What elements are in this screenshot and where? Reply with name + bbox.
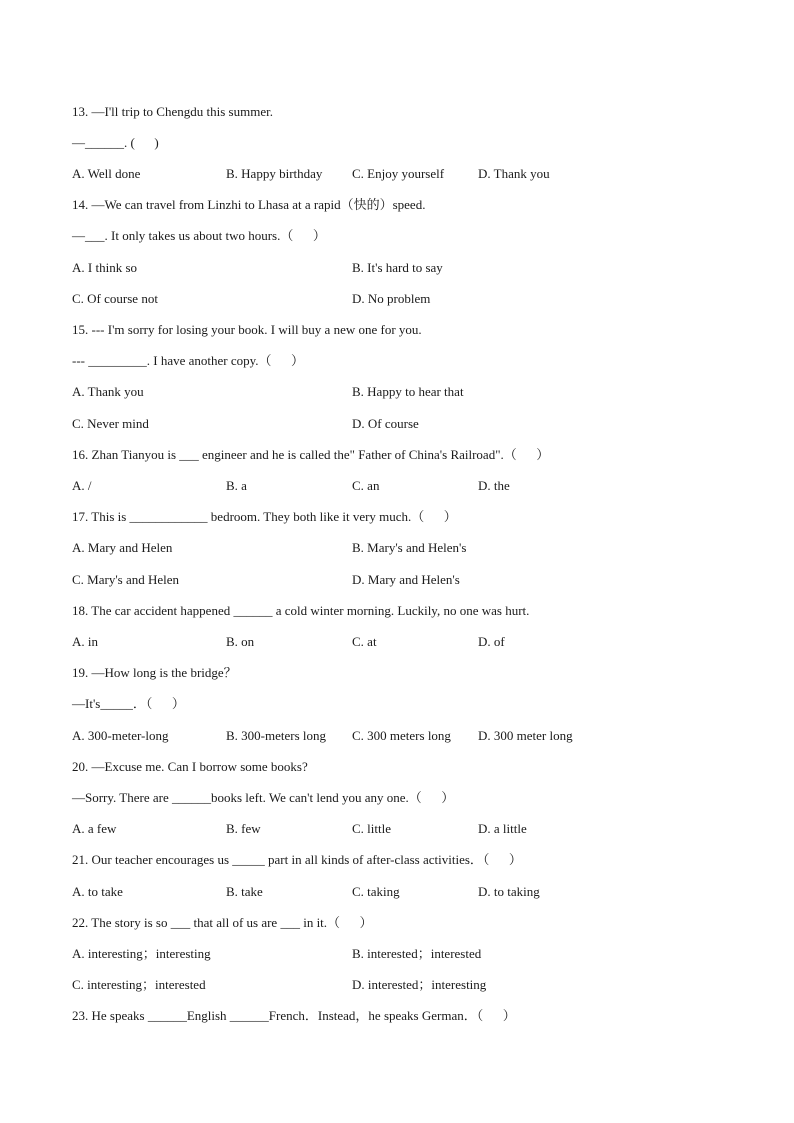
question-14-options-row-1 — [72, 260, 732, 276]
question-20-reply: —Sorry. There are ______books left. We can't lend you any one.（ ） — [72, 790, 455, 805]
question-22-stem: 22. The story is so ___ that all of us are ___ in it.（ ） — [72, 915, 373, 930]
question-17-stem: 17. This is ____________ bedroom. They both like it very much.（ ） — [72, 509, 457, 524]
option-a: A. Mary and Helen — [72, 540, 173, 555]
question-15-stem: 15. --- I'm sorry for losing your book. I will buy a new one for you. — [72, 322, 422, 337]
option-a: A. I think so — [72, 260, 137, 275]
option-c: C. Enjoy yourself — [352, 166, 445, 181]
option-b: B. a — [226, 478, 247, 493]
option-b: B. 300-meters long — [226, 728, 327, 743]
option-d: D. 300 meter long — [478, 728, 573, 743]
option-b: B. Mary's and Helen's — [352, 540, 467, 555]
question-16-stem: 16. Zhan Tianyou is ___ engineer and he is called the" Father of China's Railroad".（ ） — [72, 447, 550, 462]
question-19-options — [72, 728, 732, 744]
question-21-stem: 21. Our teacher encourages us _____ part in all kinds of after-class activities．（ ） — [72, 852, 522, 867]
option-d: D. of — [478, 634, 505, 649]
option-c: C. an — [352, 478, 380, 493]
question-14-stem: 14. —We can travel from Linzhi to Lhasa at a rapid（快的）speed. — [72, 197, 426, 212]
question-22-options-row-1 — [72, 946, 732, 962]
question-13-options — [72, 166, 732, 182]
question-21-options — [72, 884, 732, 900]
option-c: C. interesting；interested — [72, 977, 206, 992]
option-d: D. Thank you — [478, 166, 550, 181]
option-c: C. Mary's and Helen — [72, 572, 180, 587]
question-15-options-row-2 — [72, 416, 732, 432]
question-23-stem: 23. He speaks ______English ______French．Instead，he speaks German．（ ） — [72, 1008, 516, 1023]
question-19-stem: 19. —How long is the bridge？ — [72, 665, 237, 680]
option-a: A. in — [72, 634, 98, 649]
option-b: B. on — [226, 634, 255, 649]
option-b: B. take — [226, 884, 263, 899]
question-19-reply: —It's_____．（ ） — [72, 696, 185, 711]
option-d: D. interested；interesting — [352, 977, 487, 992]
option-d: D. Mary and Helen's — [352, 572, 460, 587]
option-b: B. few — [226, 821, 261, 836]
option-a: A. interesting；interesting — [72, 946, 211, 961]
option-a: A. to take — [72, 884, 123, 899]
question-17-options-row-1 — [72, 540, 732, 556]
question-13-stem: 13. —I'll trip to Chengdu this summer. — [72, 104, 273, 119]
question-15-options-row-1 — [72, 384, 732, 400]
option-c: C. Of course not — [72, 291, 158, 306]
option-d: D. Of course — [352, 416, 419, 431]
option-d: D. to taking — [478, 884, 540, 899]
question-14-options-row-2 — [72, 291, 732, 307]
question-18-options — [72, 634, 732, 650]
option-d: D. the — [478, 478, 510, 493]
option-c: C. Never mind — [72, 416, 149, 431]
question-14-reply: —___. It only takes us about two hours.（ ） — [72, 228, 326, 243]
option-d: D. No problem — [352, 291, 431, 306]
option-a: A. 300-meter-long — [72, 728, 169, 743]
question-17-options-row-2 — [72, 572, 732, 588]
question-15-reply: --- _________. I have another copy.（ ） — [72, 353, 305, 368]
option-c: C. 300 meters long — [352, 728, 451, 743]
option-b: B. Happy birthday — [226, 166, 323, 181]
question-20-options — [72, 821, 732, 837]
question-18-stem: 18. The car accident happened ______ a cold winter morning. Luckily, no one was hurt. — [72, 603, 530, 618]
question-13-reply: —______. ( ) — [72, 135, 159, 150]
question-20-stem: 20. —Excuse me. Can I borrow some books? — [72, 759, 308, 774]
question-16-options — [72, 478, 732, 494]
option-a: A. Well done — [72, 166, 141, 181]
option-a: A. a few — [72, 821, 117, 836]
option-c: C. at — [352, 634, 377, 649]
option-c: C. little — [352, 821, 391, 836]
option-b: B. Happy to hear that — [352, 384, 464, 399]
question-22-options-row-2 — [72, 977, 732, 993]
option-d: D. a little — [478, 821, 527, 836]
option-a: A. Thank you — [72, 384, 144, 399]
option-c: C. taking — [352, 884, 400, 899]
option-b: B. It's hard to say — [352, 260, 443, 275]
option-a: A. / — [72, 478, 92, 493]
option-b: B. interested；interested — [352, 946, 482, 961]
